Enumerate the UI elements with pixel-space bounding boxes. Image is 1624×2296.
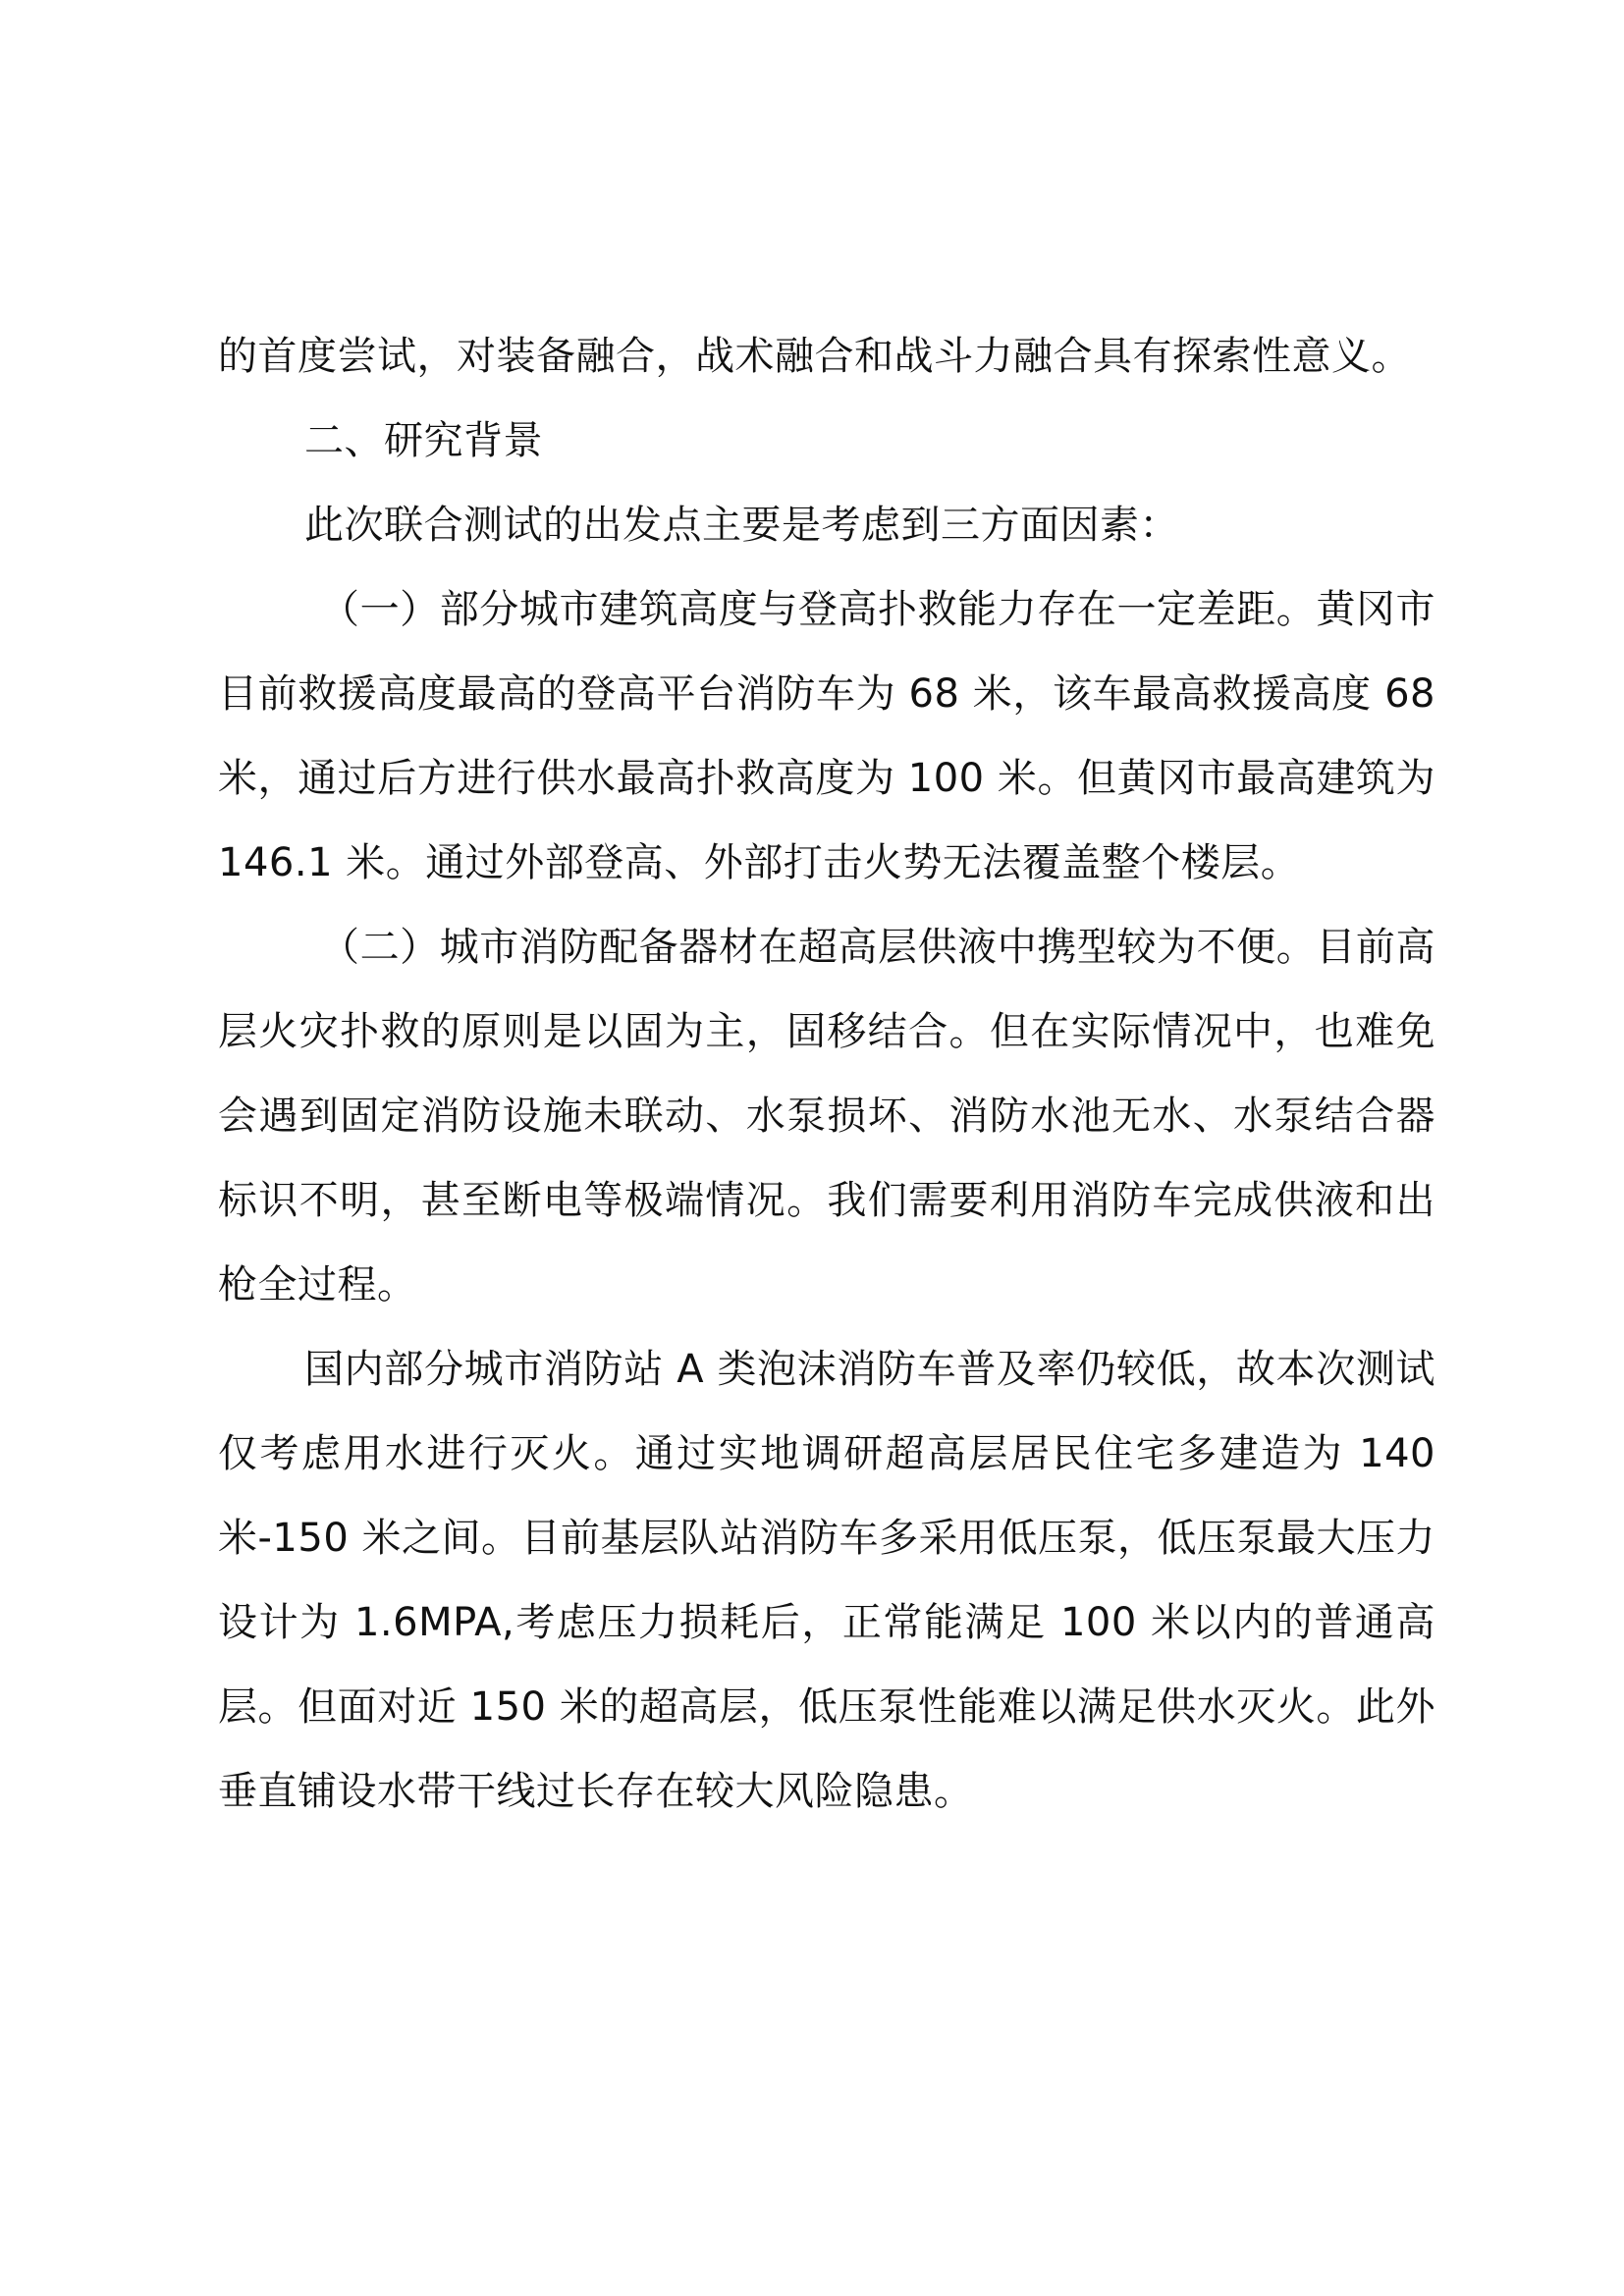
paragraph-point-one: （一）部分城市建筑高度与登高扑救能力存在一定差距。黄冈市目前救援高度最高的登高平台消防车为 68 米，该车最高救援高度 68 米，通过后方进行供水最高扑救高度为 100 米。但黄冈市最高建筑为 146.1 米。通过外部登高、外部打击火势无法覆盖整个楼层。	[218, 587, 1435, 885]
paragraph-point-three: 国内部分城市消防站 A 类泡沫消防车普及率仍较低，故本次测试仅考虑用水进行灭火。通过实地调研超高层居民住宅多建造为 140 米-150 米之间。目前基层队站消防车多采用低压泵，低压泵最大压力设计为 1.6MPA,考虑压力损耗后，正常能满足 100 米以内的普通高层。但面对近 150 米的超高层，低压泵性能难以满足供水灭火。此外垂直铺设水带干线过长存在较大风险隐患。	[218, 1347, 1435, 1814]
paragraph-point-two: （二）城市消防配备器材在超高层供液中携型较为不便。目前高层火灾扑救的原则是以固为主，固移结合。但在实际情况中，也难免会遇到固定消防设施未联动、水泵损坏、消防水池无水、水泵结合器标识不明，甚至断电等极端情况。我们需要利用消防车完成供液和出枪全过程。	[218, 925, 1435, 1308]
paragraph-continuation: 的首度尝试，对装备融合，战术融合和战斗力融合具有探索性意义。	[218, 334, 1411, 379]
paragraph-intro: 此次联合测试的出发点主要是考虑到三方面因素：	[304, 503, 1179, 548]
document-body	[218, 314, 1435, 1834]
section-heading-research-background: 二、研究背景	[304, 418, 543, 463]
